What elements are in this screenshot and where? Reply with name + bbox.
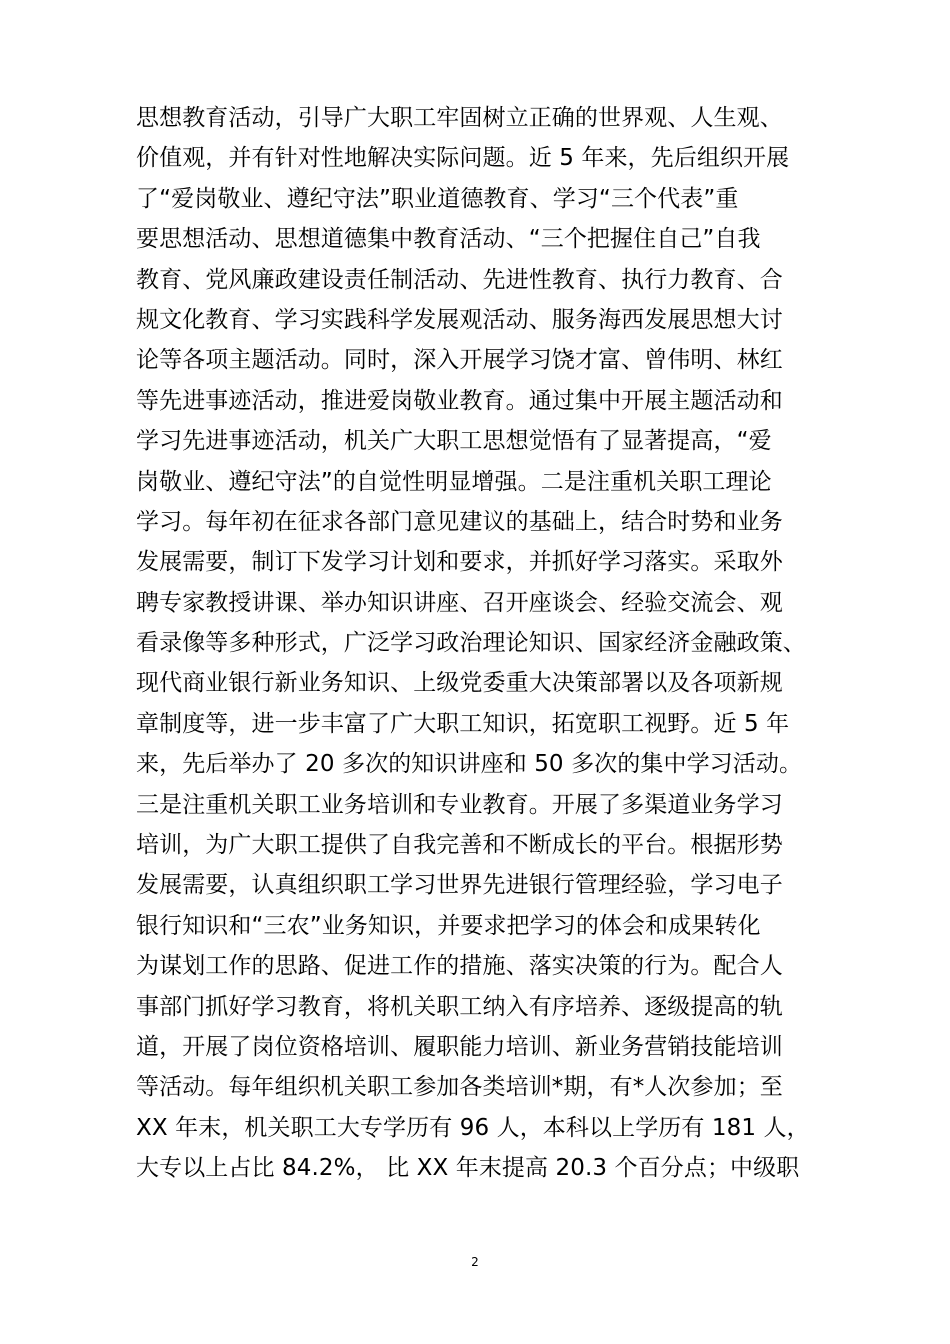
text-line: 等先进事迹活动，推进爱岗敬业教育。通过集中开展主题活动和 (136, 387, 783, 414)
text-line: 三是注重机关职工业务培训和专业教育。开展了多渠道业务学习 (136, 791, 783, 818)
text-line: 聘专家教授讲课、举办知识讲座、召开座谈会、经验交流会、观 (136, 589, 783, 616)
text-line: 要思想活动、思想道德集中教育活动、“三个把握住自己”自我 (136, 226, 761, 253)
text-line: 来，先后举办了 20 多次的知识讲座和 50 多次的集中学习活动。 (136, 751, 803, 778)
text-line: 等活动。每年组织机关职工参加各类培训*期，有*人次参加；至 (136, 1074, 783, 1101)
text-line: 现代商业银行新业务知识、上级党委重大决策部署以及各项新规 (136, 670, 783, 697)
text-line: 思想教育活动，引导广大职工牢固树立正确的世界观、人生观、 (136, 105, 783, 131)
text-line: 学习。每年初在征求各部门意见建议的基础上，结合时势和业务 (136, 508, 783, 535)
text-line: 发展需要，认真组织职工学习世界先进银行管理经验，学习电子 (136, 872, 783, 899)
text-line: XX 年末，机关职工大专学历有 96 人，本科以上学历有 181 人， (136, 1114, 810, 1141)
text-line: 章制度等，进一步丰富了广大职工知识，拓宽职工视野。近 5 年 (136, 710, 790, 737)
text-line: 学习先进事迹活动，机关广大职工思想觉悟有了显著提高，“爱 (136, 428, 772, 455)
text-line: 看录像等多种形式，广泛学习政治理论知识、国家经济金融政策、 (136, 630, 806, 657)
text-line: 培训，为广大职工提供了自我完善和不断成长的平台。根据形势 (136, 832, 783, 859)
text-line: 规文化教育、学习实践科学发展观活动、服务海西发展思想大讨 (136, 306, 783, 333)
text-line: 岗敬业、遵纪守法”的自觉性明显增强。二是注重机关职工理论 (136, 468, 772, 495)
page-number: 2 (471, 1255, 479, 1269)
text-line: 发展需要，制订下发学习计划和要求，并抓好学习落实。采取外 (136, 549, 783, 576)
text-line: 了“爱岗敬业、遵纪守法”职业道德教育、学习“三个代表”重 (136, 185, 739, 212)
text-line: 银行知识和“三农”业务知识，并要求把学习的体会和成果转化 (136, 912, 761, 939)
text-line: 教育、党风廉政建设责任制活动、先进性教育、执行力教育、合 (136, 266, 783, 293)
text-line: 论等各项主题活动。同时，深入开展学习饶才富、曾伟明、林红 (136, 347, 783, 374)
text-line: 价值观，并有针对性地解决实际问题。近 5 年来，先后组织开展 (136, 145, 790, 172)
text-line: 事部门抓好学习教育，将机关职工纳入有序培养、逐级提高的轨 (136, 993, 783, 1020)
body-text (136, 98, 856, 1189)
text-line: 大专以上占比 84.2%， 比 XX 年末提高 20.3 个百分点；中级职 (136, 1155, 800, 1182)
text-line: 为谋划工作的思路、促进工作的措施、落实决策的行为。配合人 (136, 953, 783, 980)
text-line: 道，开展了岗位资格培训、履职能力培训、新业务营销技能培训 (136, 1033, 783, 1060)
